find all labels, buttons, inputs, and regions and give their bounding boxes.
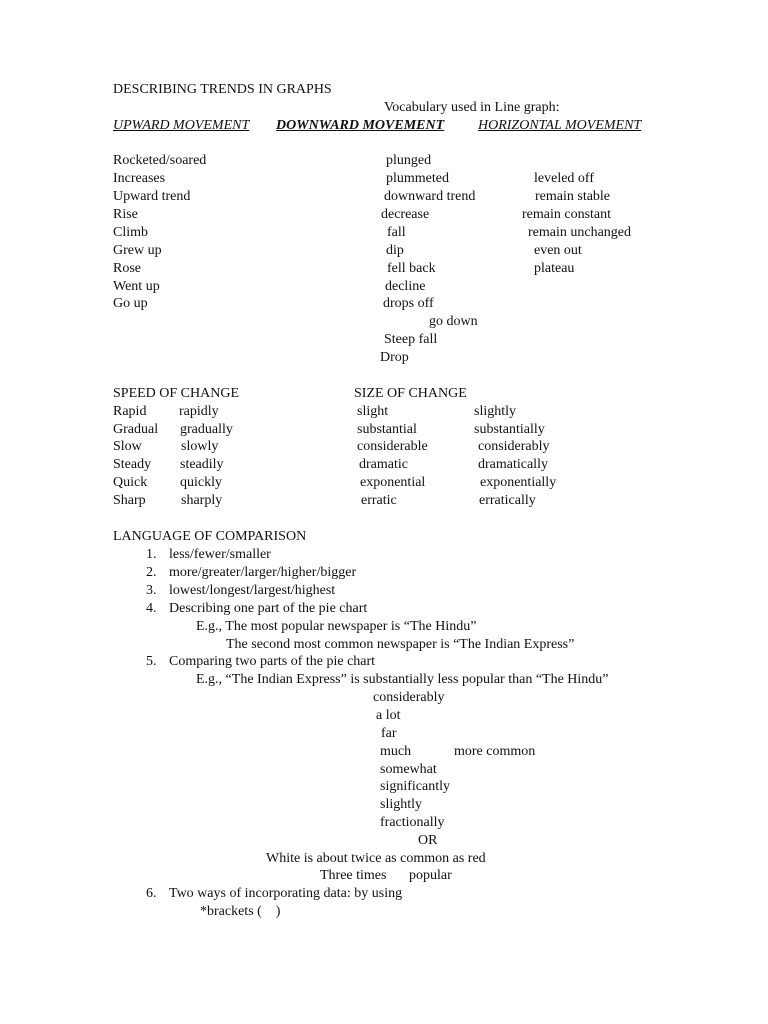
speed-adverb: sharply	[181, 493, 223, 508]
size-adverb: considerably	[478, 439, 550, 454]
speed-adverb: slowly	[181, 439, 219, 454]
list-number: 2.	[146, 565, 157, 580]
modifier-word: somewhat	[380, 762, 437, 777]
more-common-text: more common	[454, 744, 536, 759]
speed-adverb: gradually	[180, 422, 233, 437]
example-text: E.g., The most popular newspaper is “The Hindu”	[196, 619, 477, 634]
downward-word: downward trend	[384, 189, 476, 204]
size-adverb: dramatically	[478, 457, 548, 472]
downward-movement-heading: DOWNWARD MOVEMENT	[276, 118, 445, 133]
horizontal-word: leveled off	[534, 171, 594, 186]
horizontal-word: remain unchanged	[528, 225, 632, 240]
comparison-heading: LANGUAGE OF COMPARISON	[113, 529, 307, 544]
horizontal-movement-heading: HORIZONTAL MOVEMENT	[478, 118, 642, 133]
speed-adverb: steadily	[180, 457, 224, 472]
size-adjective: erratic	[361, 493, 397, 508]
upward-word: Grew up	[113, 243, 162, 258]
downward-word: decrease	[381, 207, 430, 222]
modifier-word: fractionally	[380, 815, 445, 830]
list-number: 5.	[146, 654, 157, 669]
size-adjective: exponential	[360, 475, 426, 490]
modifier-word: considerably	[373, 690, 445, 705]
size-of-change-heading: SIZE OF CHANGE	[354, 386, 467, 401]
example-text: popular	[409, 868, 452, 883]
size-adjective: substantial	[357, 422, 417, 437]
brackets-text: *brackets ( )	[200, 904, 281, 919]
downward-word: plummeted	[386, 171, 449, 186]
list-item: Comparing two parts of the pie chart	[169, 654, 376, 669]
or-text: OR	[418, 833, 438, 848]
speed-adjective: Rapid	[113, 404, 147, 419]
downward-word: Drop	[380, 350, 409, 365]
downward-word: fall	[387, 225, 406, 240]
horizontal-word: remain stable	[535, 189, 611, 204]
upward-word: Increases	[113, 171, 166, 186]
example-text: White is about twice as common as red	[266, 851, 486, 866]
list-item: Describing one part of the pie chart	[169, 601, 368, 616]
size-adjective: slight	[357, 404, 389, 419]
size-adjective: considerable	[357, 439, 428, 454]
upward-word: Rocketed/soared	[113, 153, 207, 168]
downward-word: Steep fall	[384, 332, 438, 347]
speed-of-change-heading: SPEED OF CHANGE	[113, 386, 240, 401]
list-item: Two ways of incorporating data: by using	[169, 886, 403, 901]
horizontal-word: plateau	[534, 261, 575, 276]
horizontal-word: remain constant	[522, 207, 612, 222]
speed-adjective: Gradual	[113, 422, 159, 437]
list-number: 3.	[146, 583, 157, 598]
downward-word: go down	[429, 314, 478, 329]
size-adverb: substantially	[474, 422, 545, 437]
modifier-word: a lot	[376, 708, 401, 723]
modifier-word: significantly	[380, 779, 450, 794]
downward-word: drops off	[383, 296, 434, 311]
upward-word: Go up	[113, 296, 148, 311]
upward-word: Rise	[113, 207, 138, 222]
vocabulary-subtitle: Vocabulary used in Line graph:	[384, 100, 560, 115]
list-item: less/fewer/smaller	[169, 547, 271, 562]
speed-adjective: Slow	[113, 439, 142, 454]
example-text: The second most common newspaper is “The Indian Express”	[226, 637, 575, 652]
horizontal-word: even out	[534, 243, 582, 258]
upward-word: Went up	[113, 279, 160, 294]
downward-word: fell back	[387, 261, 436, 276]
modifier-word: slightly	[380, 797, 423, 812]
speed-adverb: rapidly	[179, 404, 219, 419]
downward-word: decline	[385, 279, 426, 294]
list-number: 4.	[146, 601, 157, 616]
size-adverb: erratically	[479, 493, 536, 508]
example-text: Three times	[320, 868, 387, 883]
size-adverb: slightly	[474, 404, 517, 419]
upward-word: Rose	[113, 261, 141, 276]
downward-word: dip	[386, 243, 404, 258]
example-text: E.g., “The Indian Express” is substantially less popular than “The Hindu”	[196, 672, 609, 687]
speed-adjective: Steady	[113, 457, 152, 472]
size-adjective: dramatic	[359, 457, 408, 472]
speed-adverb: quickly	[180, 475, 222, 490]
list-item: lowest/longest/largest/highest	[169, 583, 336, 598]
list-number: 1.	[146, 547, 157, 562]
upward-word: Upward trend	[113, 189, 191, 204]
speed-adjective: Sharp	[113, 493, 146, 508]
upward-movement-heading: UPWARD MOVEMENT	[113, 118, 250, 133]
downward-word: plunged	[386, 153, 432, 168]
speed-adjective: Quick	[113, 475, 148, 490]
list-number: 6.	[146, 886, 157, 901]
modifier-word: much	[380, 744, 412, 759]
document-title: DESCRIBING TRENDS IN GRAPHS	[113, 82, 332, 97]
modifier-word: far	[381, 726, 397, 741]
size-adverb: exponentially	[480, 475, 557, 490]
list-item: more/greater/larger/higher/bigger	[169, 565, 357, 580]
upward-word: Climb	[113, 225, 149, 240]
